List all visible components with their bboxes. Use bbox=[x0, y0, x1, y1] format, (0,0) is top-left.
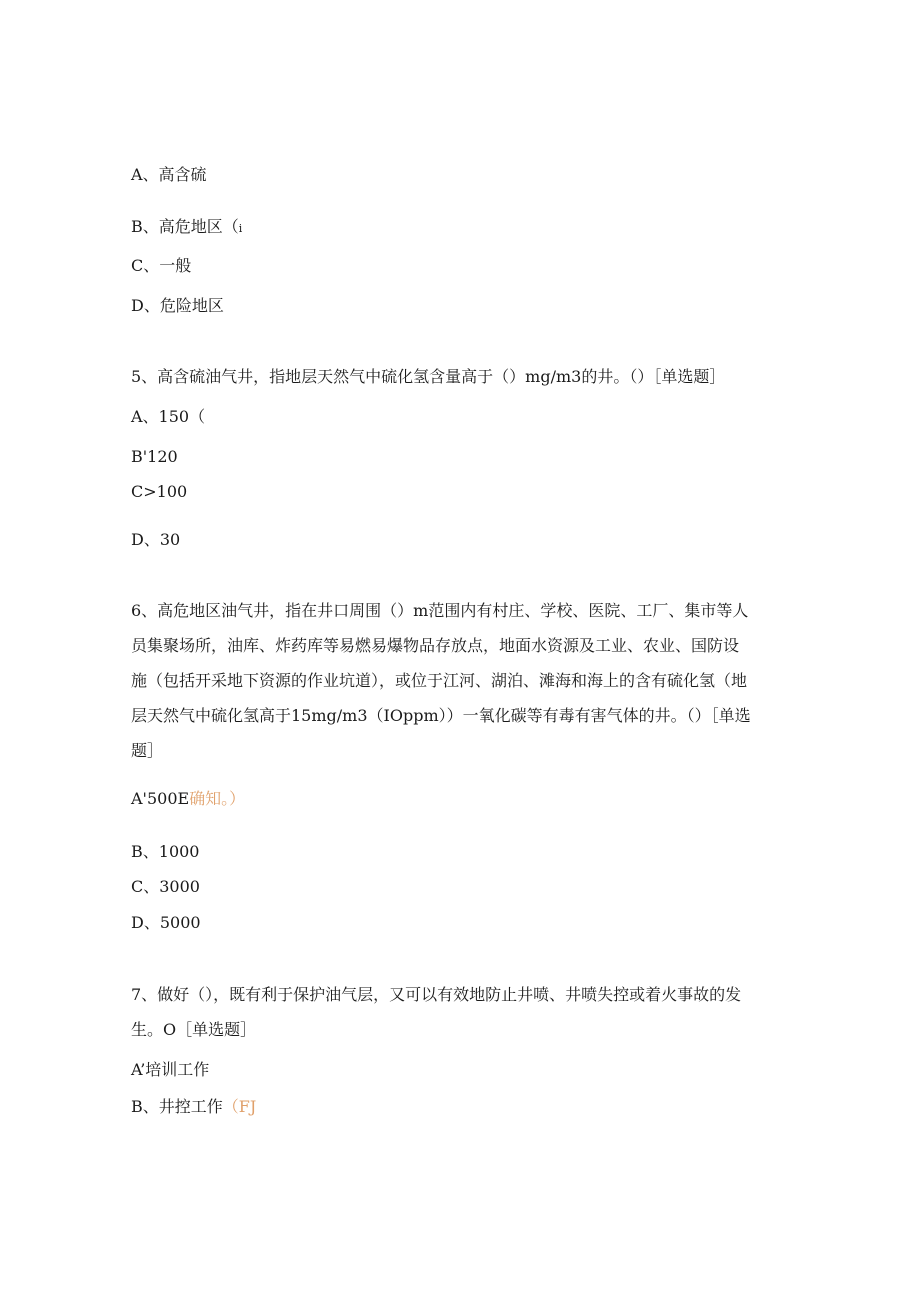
q6-option-c: C、3000 bbox=[131, 877, 200, 896]
q4-option-b-text: B、高危地区（ bbox=[131, 217, 239, 236]
q4-option-d: D、危险地区 bbox=[131, 296, 224, 315]
q6-stem-line: 层天然气中硫化氢高于15mg/m3（IOppm））一氧化碳等有毒有害气体的井。（）［单选 bbox=[131, 706, 751, 725]
q7-option-b-text: B、井控工作 bbox=[131, 1097, 223, 1116]
q7-option-b bbox=[131, 1097, 256, 1117]
q6-option-d: D、5000 bbox=[131, 913, 201, 932]
q4-option-a: A、高含硫 bbox=[131, 165, 207, 184]
q5-option-b: B'120 bbox=[131, 447, 178, 466]
q5-option-a: A、150（ bbox=[131, 407, 206, 426]
q4-option-b bbox=[131, 217, 242, 239]
q6-stem bbox=[131, 593, 791, 768]
q5-option-c: C>100 bbox=[131, 482, 188, 501]
q7-option-a: A’培训工作 bbox=[131, 1060, 210, 1079]
q6-option-b: B、1000 bbox=[131, 842, 200, 861]
q4-option-b-mark: i bbox=[238, 222, 243, 235]
q6-option-a-annotation: 确知。） bbox=[189, 789, 246, 808]
q4-option-c: C、一般 bbox=[131, 256, 192, 275]
q7-stem-line: 7、做好（），既有利于保护油气层，又可以有效地防止井喷、井喷失控或着火事故的发 bbox=[131, 985, 742, 1004]
q6-option-a bbox=[131, 789, 245, 809]
q6-option-a-text: A'500E bbox=[131, 789, 190, 808]
q6-stem-line: 施（包括开采地下资源的作业坑道），或位于江河、湖泊、滩海和海上的含有硫化氢（地 bbox=[131, 671, 748, 690]
q6-stem-line: 员集聚场所，油库、炸药库等易燃易爆物品存放点，地面水资源及工业、农业、国防设 bbox=[131, 636, 740, 655]
q7-stem bbox=[131, 977, 791, 1047]
q6-stem-line: 题］ bbox=[131, 741, 164, 760]
q7-option-b-annotation: （FJ bbox=[222, 1097, 257, 1116]
q6-stem-line: 6、高危地区油气井，指在井口周围（）m范围内有村庄、学校、医院、工厂、集市等人 bbox=[131, 601, 749, 620]
q5-stem: 5、高含硫油气井，指地层天然气中硫化氢含量高于（）mg/m3的井。（）［单选题］ bbox=[131, 367, 726, 386]
q5-option-d: D、30 bbox=[131, 530, 181, 549]
q7-stem-line: 生。O［单选题］ bbox=[131, 1020, 257, 1039]
